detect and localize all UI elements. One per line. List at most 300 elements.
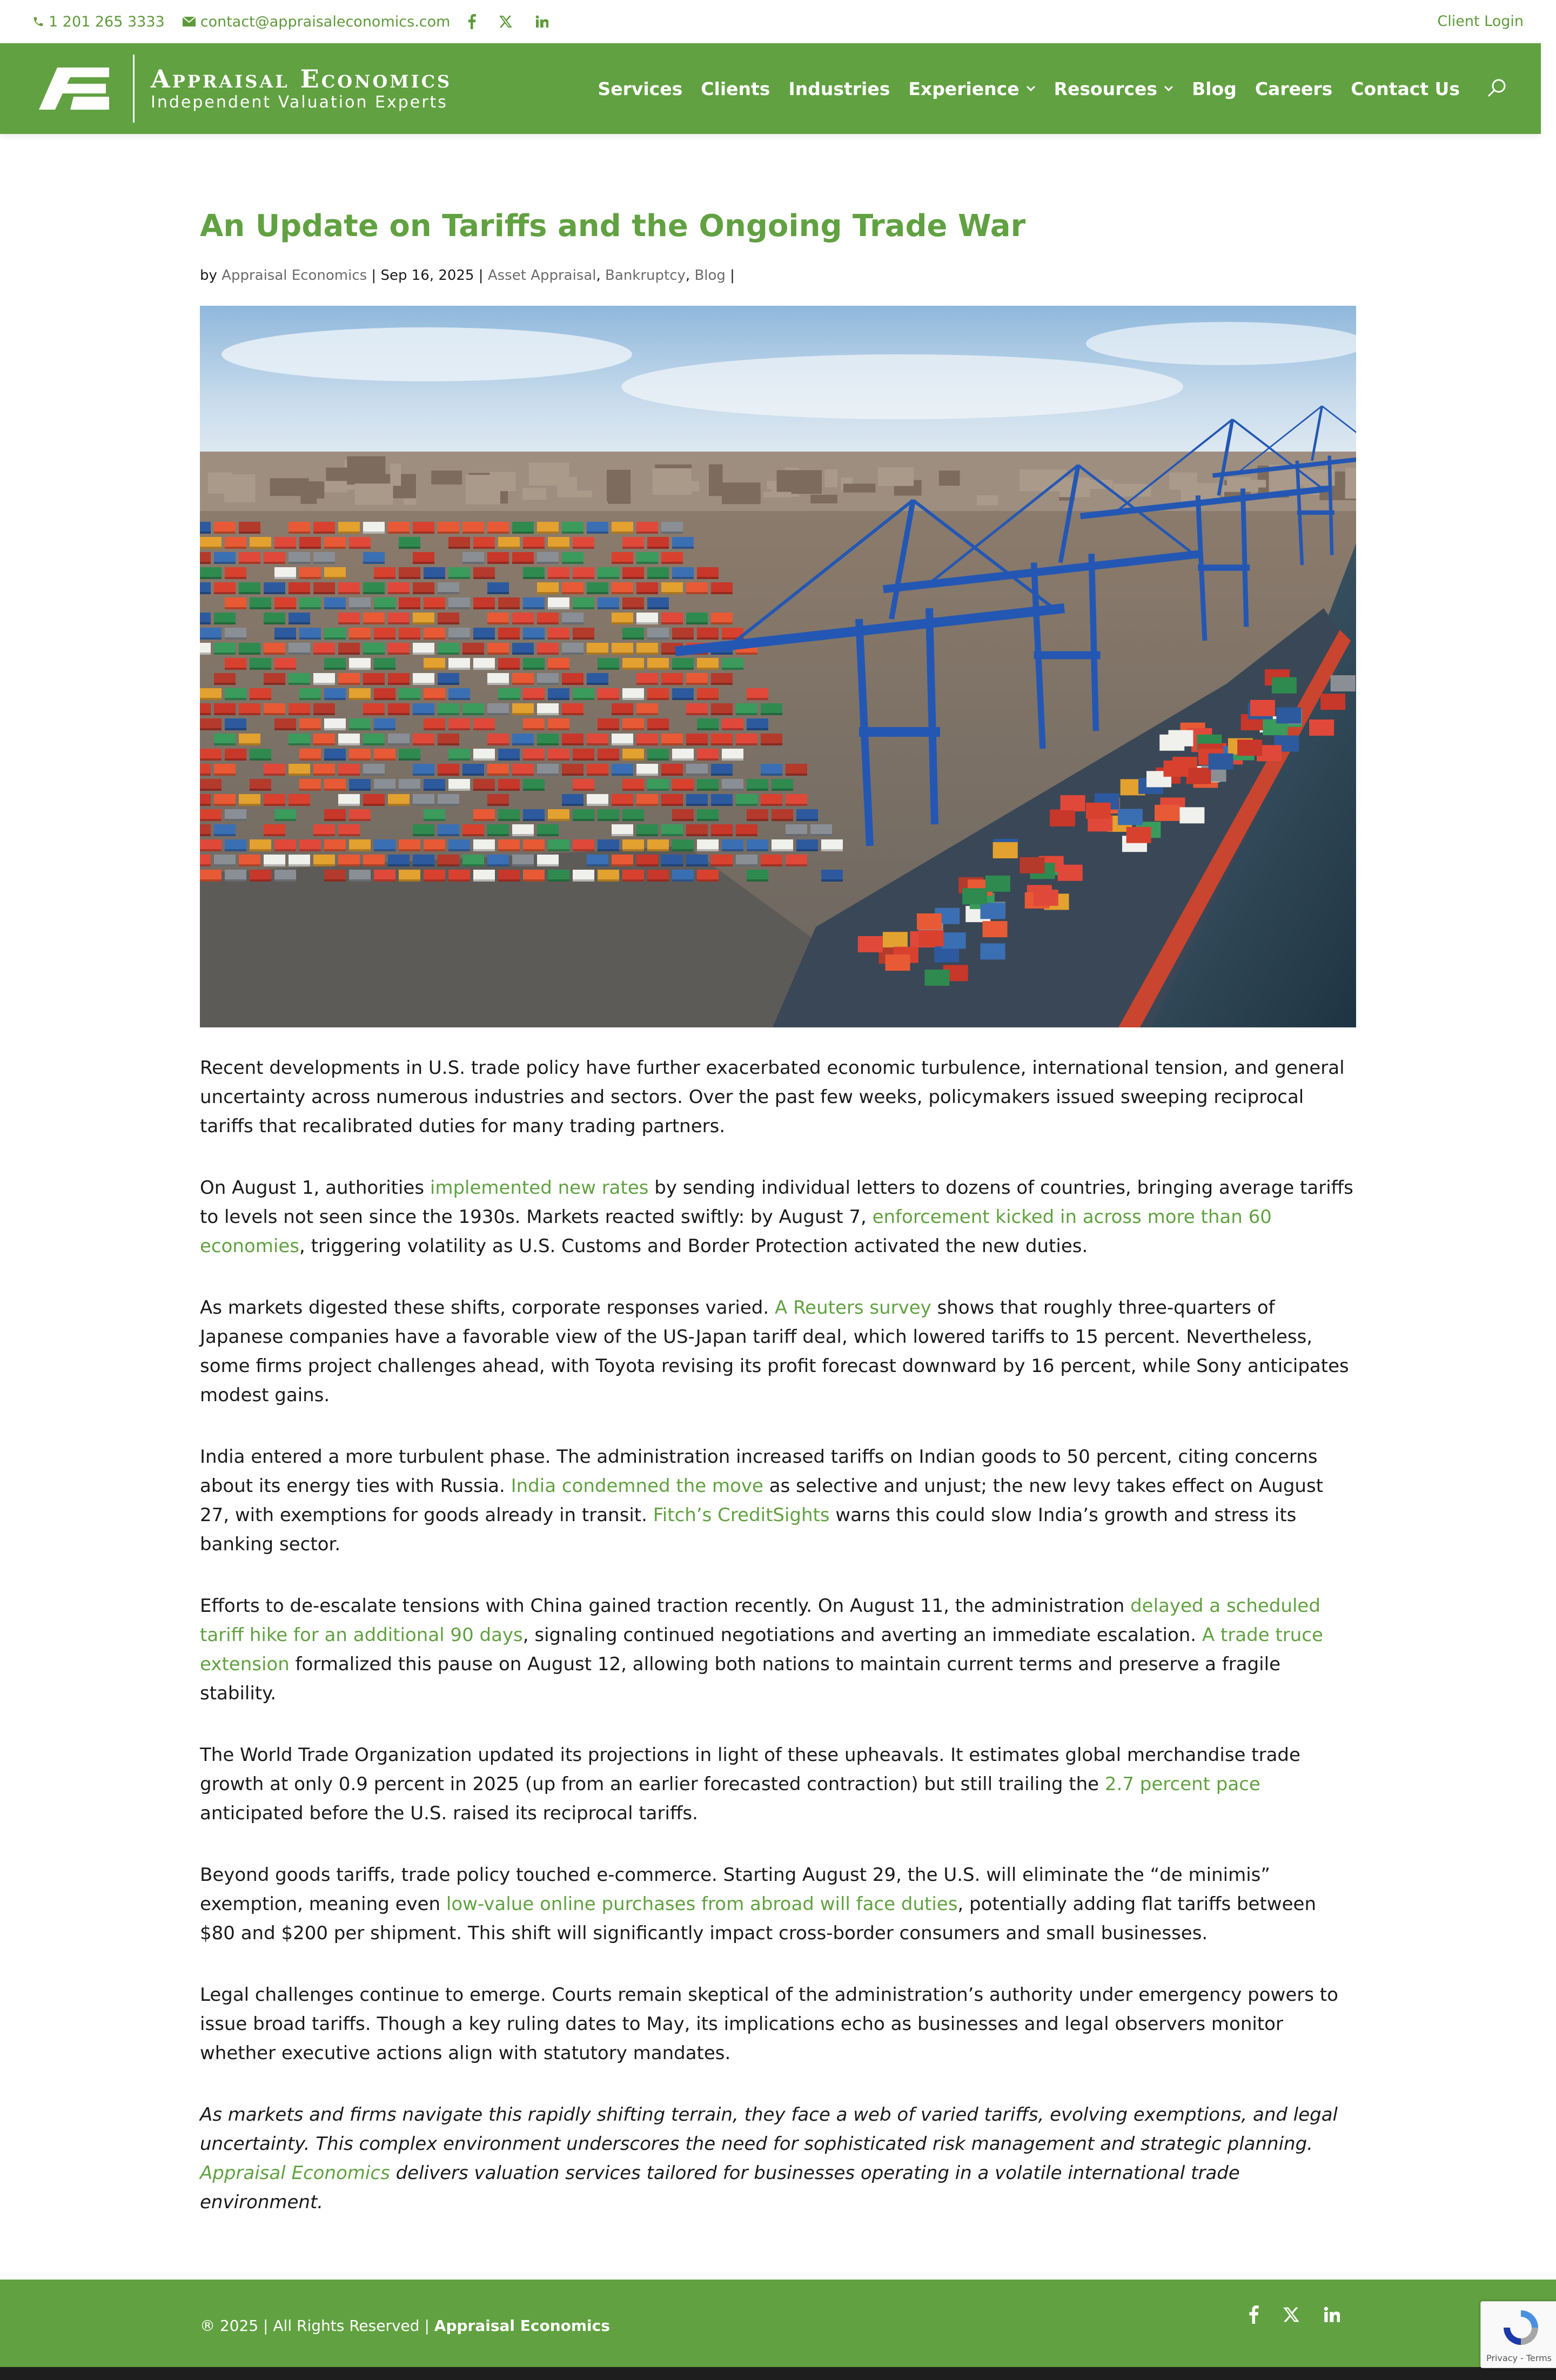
ship-container [1276,707,1301,723]
email-icon [182,16,196,27]
container-shadow [537,532,559,534]
container-shadow [622,728,644,730]
container-shadow [562,774,584,776]
container-shadow [686,834,708,836]
container-shadow [647,789,669,791]
container-shadow [548,547,569,549]
container-shadow [424,668,445,670]
container-shadow [448,758,470,761]
container-shadow [225,668,246,670]
site-logo[interactable] [36,58,452,119]
container-shadow [523,577,545,579]
container-shadow [363,713,385,715]
nav-label: Industries [788,78,890,99]
container-shadow [338,864,360,866]
footer-social-links [1248,2305,1364,2324]
container-shadow [598,728,619,730]
container-shadow [448,728,470,730]
container-shadow [338,592,360,594]
footer-bottom-strip [0,2367,1556,2380]
container-shadow [661,743,683,745]
container-shadow [523,728,545,730]
container-shadow [473,637,495,640]
container-shadow [498,819,520,821]
container-shadow [299,547,321,549]
recaptcha-badge[interactable] [1480,2301,1556,2368]
facebook-icon[interactable] [467,14,480,29]
container-shadow [399,637,420,640]
container-shadow [324,728,346,730]
city-building [824,469,837,487]
container-shadow [473,607,495,609]
container-shadow [622,547,644,549]
container-shadow [289,622,310,624]
container-shadow [289,804,310,806]
container-shadow [374,758,395,761]
linkedin-icon[interactable] [1324,2307,1340,2323]
footer-company[interactable]: Appraisal Economics [434,2317,610,2335]
container-shadow [438,713,459,715]
ship-container [1155,805,1179,821]
container-shadow [388,622,410,624]
container-shadow [686,622,708,624]
container-shadow [636,804,658,806]
city-building [302,481,324,499]
container-shadow [598,698,619,700]
container-shadow [523,698,545,700]
container-shadow [438,683,459,685]
ship-container [1186,768,1211,784]
container-shadow [200,864,211,866]
city-building [1227,477,1251,489]
container-shadow [548,607,569,609]
container-shadow [512,743,534,745]
container-shadow [747,789,768,791]
container-shadow [761,864,782,866]
container-shadow [537,743,559,745]
container-shadow [338,804,360,806]
container-shadow [214,804,236,806]
container-shadow [413,592,434,594]
meta-category-bankruptcy[interactable]: Bankruptcy [605,267,686,284]
container-shadow [200,879,222,882]
container-shadow [523,547,545,549]
container-shadow [573,819,594,821]
container-shadow [612,834,633,836]
container-shadow [612,562,633,564]
container-shadow [324,547,346,549]
container-shadow [363,653,385,655]
container-shadow [313,713,335,715]
linkedin-icon[interactable] [535,15,553,28]
text: , potentially adding flat tariffs between $80 and $200 per shipment. This shift will significantly impact cross-border consumers and small businesses. [200,1893,1316,1944]
container-shadow [487,532,509,534]
recaptcha-icon [1499,2306,1542,2349]
container-shadow [612,804,633,806]
text: Efforts to de-escalate tensions with China gained traction recently. On August 11, the administration [200,1595,1131,1617]
container-shadow [736,804,757,806]
nav-label: Resources [1054,78,1158,99]
text: anticipated before the U.S. raised its reciprocal tariffs. [200,1803,698,1824]
meta-separator: | [367,267,381,284]
container-shadow [612,713,633,715]
ship-container [886,954,910,971]
container-shadow [239,713,260,715]
search-icon[interactable] [1485,77,1508,100]
container-shadow [598,577,619,579]
container-shadow [338,683,360,685]
container-shadow [772,789,793,791]
ship-container [1020,857,1044,873]
container-shadow [622,758,644,761]
container-shadow [289,774,310,776]
ship-container [1034,890,1058,906]
container-shadow [399,758,420,761]
container-shadow [523,607,545,609]
container-shadow [537,774,559,776]
container-shadow [761,743,782,745]
container-shadow [636,774,658,776]
container-shadow [562,532,584,534]
logo-mark-icon [36,64,111,113]
container-shadow [324,789,346,791]
city-building [522,488,546,500]
container-shadow [239,864,260,866]
container-shadow [661,804,683,806]
container-shadow [498,758,520,761]
container-shadow [250,879,271,882]
container-shadow [736,713,757,715]
container-shadow [324,577,346,579]
container-shadow [462,653,484,655]
text: warns this could slow India’s growth and stress its banking sector. [200,1504,1297,1555]
container-shadow [697,758,719,761]
container-shadow [598,819,619,821]
container-shadow [636,834,658,836]
ship-container [918,930,943,946]
container-shadow [413,864,434,866]
meta-comma: , [685,267,695,284]
ship-container [1086,803,1111,819]
meta-category-blog[interactable]: Blog [694,267,726,284]
link-delayed-tariff-hike[interactable]: delayed a scheduled tariff hike for an additional 90 days [200,1595,1320,1646]
ship-container [983,921,1008,937]
nav-label: Careers [1255,78,1333,99]
container-shadow [672,577,694,579]
container-shadow [239,562,260,564]
container-shadow [498,668,520,670]
container-shadow [487,622,509,624]
container-shadow [274,849,296,851]
container-shadow [686,592,708,594]
container-shadow [448,577,470,579]
container-shadow [448,789,470,791]
container-shadow [225,879,246,882]
nav-label: Contact Us [1351,78,1460,99]
container-shadow [523,879,545,882]
container-shadow [274,607,296,609]
container-shadow [448,547,470,549]
container-shadow [264,653,285,655]
text: as selective and unjust; the new levy takes effect on August 27, with exemptions for goods already in transit. [200,1475,1324,1526]
container-shadow [548,637,569,640]
nav-industries[interactable] [788,78,890,99]
container-shadow [647,607,669,609]
container-shadow [448,668,470,670]
container-shadow [214,713,236,715]
container-shadow [225,547,246,549]
container-shadow [413,653,434,655]
container-shadow [498,849,520,851]
container-shadow [462,774,484,776]
container-shadow [686,804,708,806]
container-shadow [299,577,321,579]
container-shadow [388,683,410,685]
link-india-condemned[interactable]: India condemned the move [511,1475,763,1497]
container-shadow [324,819,346,821]
container-shadow [612,653,633,655]
container-shadow [697,637,719,640]
nav-clients[interactable] [701,78,770,99]
link-trade-truce-extension[interactable]: A trade truce extension [200,1624,1323,1675]
container-shadow [661,774,683,776]
container-shadow [274,668,296,670]
container-shadow [487,774,509,776]
city-building [977,495,998,506]
container-shadow [413,774,434,776]
link-enforcement-kicked-in[interactable]: enforcement kicked in across more than 60 economies [200,1206,1272,1257]
ship-container [941,932,966,949]
container-shadow [562,683,584,685]
container-shadow [661,592,683,594]
container-shadow [498,698,520,700]
container-shadow [622,879,644,882]
nav-services[interactable] [598,78,682,99]
container-shadow [299,758,321,761]
city-building [347,456,385,485]
container-shadow [661,834,683,836]
article-body [200,1053,1356,2217]
nav-careers[interactable] [1255,78,1332,99]
meta-author-link[interactable]: Appraisal Economics [222,267,367,284]
city-building [607,470,631,502]
container-shadow [225,698,246,700]
container-shadow [462,834,484,836]
container-shadow [562,622,584,624]
container-shadow [736,653,757,655]
container-shadow [711,713,733,715]
container-shadow [424,637,445,640]
container-shadow [413,834,434,836]
city-building [558,490,592,497]
container-shadow [250,607,271,609]
x-icon[interactable] [1283,2306,1300,2323]
email-link[interactable] [182,14,451,30]
container-shadow [686,713,708,715]
city-building [763,492,792,497]
container-shadow [424,607,445,609]
container-shadow [214,774,236,776]
container-shadow [612,592,633,594]
container-shadow [548,849,569,851]
link-reuters-survey[interactable]: A Reuters survey [775,1297,931,1319]
container-shadow [299,789,321,791]
container-shadow [697,819,719,821]
container-shadow [697,698,719,700]
container-shadow [711,622,733,624]
container-shadow [374,849,395,851]
container-shadow [587,653,608,655]
nav-contact-us[interactable] [1351,78,1460,99]
container-shadow [363,743,385,745]
container-shadow [349,789,371,791]
container-shadow [537,653,559,655]
container-shadow [324,637,346,640]
container-shadow [448,849,470,851]
text: , triggering volatility as U.S. Customs and Border Protection activated the new duties. [299,1235,1088,1257]
meta-by: by [200,267,222,284]
container-shadow [711,804,733,806]
container-shadow [512,774,534,776]
container-shadow [661,683,683,685]
nav-blog[interactable] [1192,78,1237,99]
x-icon[interactable] [499,15,517,29]
container-shadow [636,683,658,685]
logo-divider [133,55,135,123]
container-shadow [313,834,335,836]
container-shadow [512,653,534,655]
footer [0,2280,1556,2380]
logo-text [151,65,452,112]
container-shadow [200,728,222,730]
container-shadow [562,804,584,806]
container-shadow [299,728,321,730]
container-shadow [200,713,211,715]
container-shadow [647,547,669,549]
container-shadow [264,834,285,836]
container-shadow [349,698,371,700]
container-shadow [424,849,445,851]
container-shadow [264,774,285,776]
container-shadow [747,879,768,882]
container-shadow [736,834,757,836]
paragraph-7 [200,1860,1356,1948]
container-shadow [374,668,395,670]
text: The World Trade Organization updated its projections in light of these upheavals. It estimates global merchandise trade growth at only 0.9 percent in 2025 (up from an earlier forecasted contraction) but still trailing the [200,1744,1300,1795]
container-shadow [250,668,271,670]
container-shadow [636,713,658,715]
container-shadow [462,562,484,564]
container-shadow [697,668,719,670]
container-shadow [200,849,222,851]
link-low-value-purchases[interactable]: low-value online purchases from abroad will face duties [446,1893,958,1915]
nav-resources[interactable] [1054,78,1173,99]
paragraph-1: Recent developments in U.S. trade policy have further exacerbated economic turbulence, international tension, and general uncertainty across numerous industries and sectors. Over the past few weeks, policymakers issued sweeping reciprocal tariffs that recalibrated duties for many trading partners. [200,1057,1345,1137]
container-shadow [612,622,633,624]
container-shadow [349,879,371,882]
container-shadow [214,592,236,594]
container-shadow [349,819,371,821]
container-shadow [289,592,310,594]
container-shadow [399,547,420,549]
container-shadow [363,683,385,685]
container-shadow [736,743,757,745]
container-shadow [672,668,694,670]
container-shadow [438,622,459,624]
container-shadow [399,577,420,579]
meta-category-asset-appraisal[interactable]: Asset Appraisal [487,267,596,284]
container-shadow [374,789,395,791]
facebook-icon[interactable] [1248,2305,1259,2324]
container-shadow [214,743,236,745]
container-shadow [274,547,296,549]
link-2-7-percent-pace[interactable]: 2.7 percent pace [1104,1773,1260,1795]
phone-link[interactable] [32,14,165,30]
container-shadow [647,637,669,640]
container-shadow [587,683,608,685]
city-building [1114,484,1151,497]
container-shadow [636,592,658,594]
container-shadow [697,849,719,851]
email-address: contact@appraisaleconomics.com [200,13,451,30]
container-shadow [299,698,321,700]
container-shadow [473,849,495,851]
container-shadow [274,879,296,882]
container-shadow [413,804,434,806]
container-shadow [686,743,708,745]
container-shadow [349,668,371,670]
link-implemented-new-rates[interactable]: implemented new rates [430,1177,649,1199]
nav-experience[interactable] [908,78,1035,99]
container-shadow [299,849,321,851]
container-shadow [225,577,246,579]
container-shadow [523,849,545,851]
link-appraisal-economics[interactable]: Appraisal Economics [200,2162,390,2184]
link-fitch-creditsights[interactable]: Fitch’s CreditSights [653,1504,830,1526]
phone-icon [32,16,44,28]
container-shadow [598,668,619,670]
container-shadow [313,774,335,776]
container-shadow [264,683,285,685]
container-shadow [786,864,807,866]
container-shadow [587,804,608,806]
container-shadow [473,819,495,821]
container-shadow [374,698,395,700]
city-building [1345,489,1356,499]
container-shadow [473,547,495,549]
container-shadow [487,834,509,836]
container-shadow [647,849,669,851]
container-shadow [200,819,222,821]
container-shadow [772,819,793,821]
container-shadow [200,698,222,700]
container-shadow [338,834,360,836]
container-shadow [388,743,410,745]
container-shadow [573,879,594,882]
container-shadow [313,864,335,866]
container-shadow [722,728,743,730]
container-shadow [562,743,584,745]
container-shadow [821,879,843,882]
container-shadow [363,804,385,806]
container-shadow [747,819,768,821]
container-shadow [338,622,360,624]
container-shadow [338,653,360,655]
container-shadow [573,547,594,549]
client-login-link[interactable]: Client Login [1437,13,1524,30]
container-shadow [313,532,335,534]
container-shadow [399,879,420,882]
